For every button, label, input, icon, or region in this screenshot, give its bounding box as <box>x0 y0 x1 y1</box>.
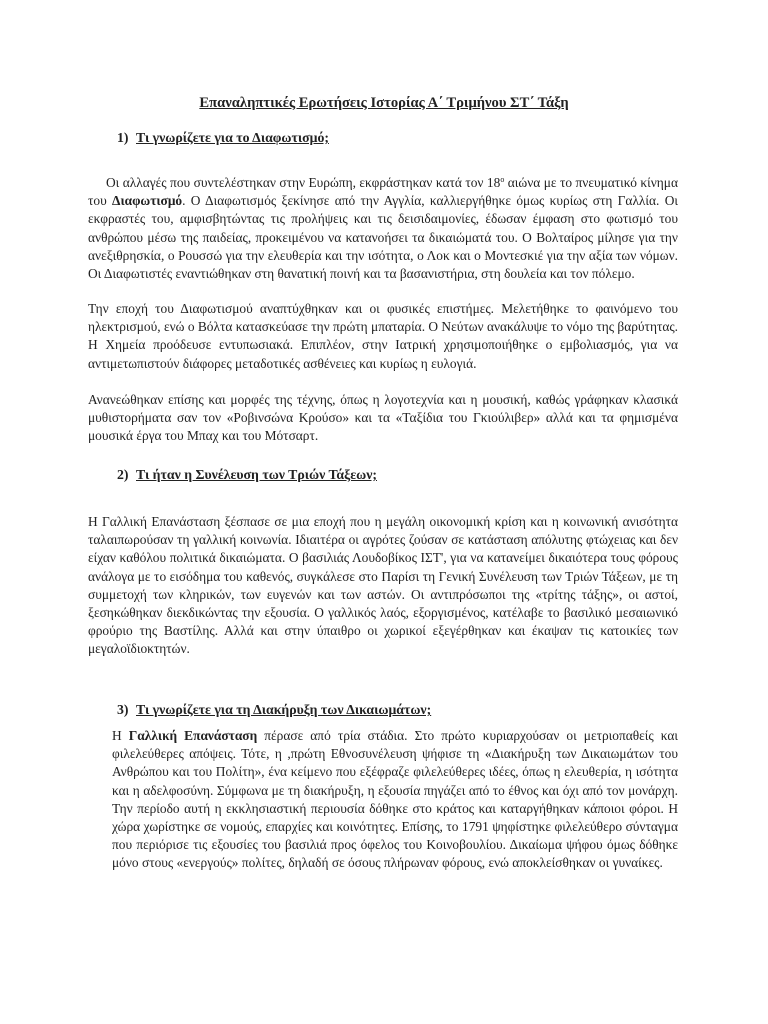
question-text: Τι γνωρίζετε για τη Διακήρυξη των Δικαιωμάτων; <box>136 702 432 717</box>
q1-paragraph-2: Την εποχή του Διαφωτισμού αναπτύχθηκαν και οι φυσικές επιστήμες. Μελετήθηκε το φαινόμενο του ηλεκτρισμού, ενώ ο Βόλτα κατασκεύασε την πρώτη μπαταρία. Ο Νεύτων ανακάλυψε το νόμο της βαρύτητας. Η Χημεία προόδευσε εντυπωσιακά. Επιπλέον, στην Ιατρική χρησιμοποιήθηκε ο εμβολιασμός, για να αντιμετωπιστούν διάφορες μεταδοτικές ασθένειες και κυρίως η ευλογιά. <box>88 301 678 371</box>
question-text: Τι γνωρίζετε για το Διαφωτισμό; <box>136 130 329 145</box>
q1-paragraph-1: Οι αλλαγές που συντελέστηκαν στην Ευρώπη, εκφράστηκαν κατά τον $18^o$ αιώνα με το πνευματικό κίνημα του Διαφωτισμό. Ο Διαφωτισμός ξεκίνησε από την Αγγλία, καλλιεργήθηκε όμως κυρίως στη Γαλλία. Οι εκφραστές του, αμφισβητώντας τις προλήψεις και τις δεισιδαιμονίες, έδωσαν έμφαση στο φωτισμό του ανθρώπου μέσω της παιδείας, προκειμένου να κατανοήσει τα δικαιώματά του. Ο Βολταίρος μίλησε για την ανεξιθρησκία, ο Ρουσσώ για την ελευθερία και την ισότητα, ο Λοκ και ο Μοντεσκιέ για την αξία των νόμων. Οι Διαφωτιστές εναντιώθηκαν στη θανατική ποινή και τα βασανιστήρια, στη δουλεία και τον πόλεμο. <box>88 175 678 282</box>
question-2-heading <box>117 467 377 483</box>
question-text: Τι ήταν η Συνέλευση των Τριών Τάξεων; <box>136 467 377 482</box>
question-3-heading <box>117 702 431 718</box>
question-number: 2) <box>117 467 129 482</box>
q2-paragraph-1: Η Γαλλική Επανάσταση ξέσπασε σε μια εποχή που η μεγάλη οικονομική κρίση και η κοινωνική ανισότητα ταλαιπωρούσαν τη γαλλική κοινωνία. Ιδιαιτέρα οι αγρότες ζούσαν σε κατάσταση απόλυτης φτώχειας και δεν είχαν καθόλου πολιτικά δικαιώματα. Ο βασιλιάς Λουδοβίκος ΙΣΤ', για να κατανείμει δικαιότερα τους φόρους ανάλογα με το εισόδημα του καθενός, συγκάλεσε στο Παρίσι τη Γενική Συνέλευση των Τριών Τάξεων, με τη συμμετοχή των κληρικών, των ευγενών και των αστών. Οι αντιπρόσωποι της «τρίτης τάξης», οι αστοί, ξεσηκώθηκαν διεκδικώντας την εξουσία. Ο γαλλικός λαός, εξοργισμένος, κατέλαβε το βασιλικό μεσαιωνικό φρούριο της Βαστίλης. Αλλά και στην ύπαιθρο οι χωρικοί εξεγέρθηκαν και έκαψαν τις κατοικίες των μεγαλοϊδιοκτητών. <box>88 514 678 657</box>
question-number: 3) <box>117 702 129 717</box>
q1-paragraph-3: Ανανεώθηκαν επίσης και μορφές της τέχνης, όπως η λογοτεχνία και η μουσική, καθώς γράφηκαν κλασικά μυθιστορήματα σαν τον «Ροβινσώνα Κρούσο» και τα «Ταξίδια του Γκιούλιβερ» αλλά και τα φημισμένα μουσικά έργα του Μπαχ και του Μότσαρτ. <box>88 392 678 444</box>
question-1-heading <box>117 130 329 146</box>
question-number: 1) <box>117 130 129 145</box>
document-title: Επαναληπτικές Ερωτήσεις Ιστορίας Α΄ Τριμήνου ΣΤ΄ Τάξη <box>199 95 569 111</box>
q3-paragraph-1: Η Γαλλική Επανάσταση πέρασε από τρία στάδια. Στο πρώτο κυριαρχούσαν οι μετριοπαθείς και φιλελεύθερες απόψεις. Τότε, η ,πρώτη Εθνοσυνέλευση ψήφισε τη «Διακήρυξη των Δικαιωμάτων του Ανθρώπου και του Πολίτη», ένα κείμενο που εξέφραζε φιλελεύθερες ιδέες, όπως η ελευθερία, η ισότητα και η αδελφοσύνη. Σύμφωνα με τη διακήρυξη, η εξουσία πηγάζει από το έθνος και όχι από τον μονάρχη. Την περίοδο αυτή η εκκλησιαστική περιουσία δόθηκε στο κράτος και καταργήθηκαν κάποιοι φόροι. Η χώρα χωρίστηκε σε νομούς, επαρχίες και κοινότητες. Επίσης, το 1791 ψηφίστηκε φιλελεύθερο σύνταγμα που περιόρισε τις εξουσίες του βασιλιά προς όφελος του Κοινοβουλίου. Δικαίωμα ψήφου όμως δόθηκε μόνο στους «ενεργούς» πολίτες, δηλαδή σε όσους πλήρωναν φόρους, ενώ αποκλείσθηκαν οι γυναίκες. <box>112 728 678 871</box>
